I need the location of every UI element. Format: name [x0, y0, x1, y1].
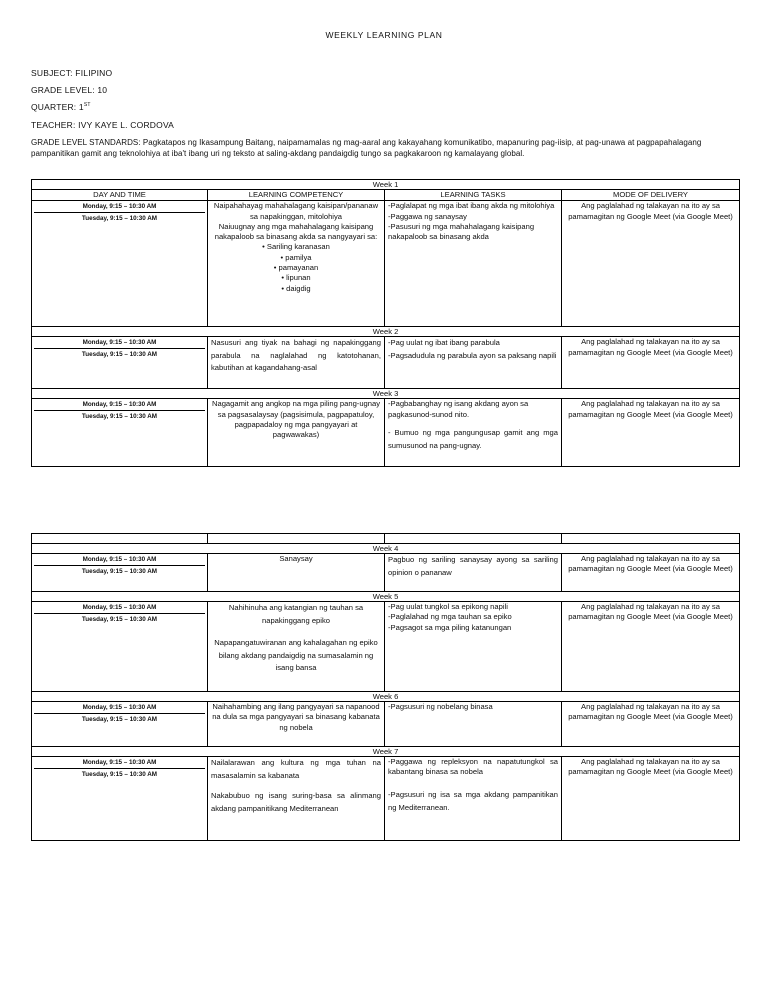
- header-day-time: DAY AND TIME: [32, 190, 208, 201]
- mode-cell: Ang paglalahad ng talakayan na ito ay sa pamamagitan ng Google Meet (via Google Meet): [562, 757, 740, 841]
- teacher-line: TEACHER: IVY KAYE L. CORDOVA: [31, 120, 175, 130]
- tasks-cell: [385, 201, 562, 327]
- week-label: Week 1: [32, 180, 740, 190]
- monday-slot: Monday, 9:15 – 10:30 AM: [34, 201, 205, 213]
- competency-bullet: • pamilya: [280, 252, 312, 262]
- learning-plan-table-2: [31, 533, 740, 841]
- competency-text: Napapangatuwiranan ang kahalagahan ng epiko bilang akdang pandaigdig na sumasalamin ng isang bansa: [214, 638, 378, 672]
- monday-slot: Monday, 9:15 – 10:30 AM: [34, 337, 205, 349]
- week-label: Week 6: [32, 692, 740, 702]
- blank-cell: [32, 534, 208, 544]
- table-row: [32, 201, 740, 327]
- mode-cell: Ang paglalahad ng talakayan na ito ay sa pamamagitan ng Google Meet (via Google Meet): [562, 554, 740, 592]
- competency-text: Naipahahayag mahahalagang kaisipan/pananaw sa napakinggan, mitolohiya: [213, 201, 379, 221]
- task-text: -Pagsagot sa mga piling katanungan: [388, 622, 512, 632]
- quarter-text: QUARTER: 1: [31, 102, 84, 112]
- competency-text: Naiuugnay ang mga mahahalagang kaisipang nakapaloob sa binasang akda sa nangyayari sa:: [214, 221, 378, 242]
- table-row: [32, 602, 740, 692]
- task-text: -Paggawa ng sanaysay: [388, 211, 467, 221]
- competency-cell: [208, 757, 385, 841]
- week-label: Week 7: [32, 747, 740, 757]
- task-text: -Paglalahad ng mga tauhan sa epiko: [388, 612, 512, 622]
- tasks-cell: [385, 757, 562, 841]
- header-learning-competency: LEARNING COMPETENCY: [208, 190, 385, 201]
- day-time-cell: [32, 337, 208, 389]
- competency-bullet: • daigdig: [281, 283, 311, 293]
- grade-level-line: GRADE LEVEL: 10: [31, 85, 108, 95]
- monday-slot: Monday, 9:15 – 10:30 AM: [34, 602, 205, 614]
- monday-slot: Monday, 9:15 – 10:30 AM: [34, 399, 205, 411]
- header-mode-of-delivery: MODE OF DELIVERY: [562, 190, 740, 201]
- competency-bullet: • pamayanan: [273, 263, 319, 273]
- blank-header-row: [32, 534, 740, 544]
- week-header-row: [32, 747, 740, 757]
- tasks-cell: -Pagsusuri ng nobelang binasa: [385, 702, 562, 747]
- tuesday-slot: Tuesday, 9:15 – 10:30 AM: [81, 351, 158, 359]
- week-label: Week 2: [32, 327, 740, 337]
- task-text: -Pag uulat tungkol sa epikong napili: [388, 602, 508, 611]
- mode-cell: Ang paglalahad ng talakayan na ito ay sa pamamagitan ng Google Meet (via Google Meet): [562, 201, 740, 327]
- competency-cell: Nasusuri ang tiyak na bahagi ng napakinggang parabula na naglalahad ng katotohanan, kabutihan at kagandahang-asal: [208, 337, 385, 389]
- monday-slot: Monday, 9:15 – 10:30 AM: [34, 757, 205, 769]
- day-time-cell: [32, 554, 208, 592]
- blank-cell: [562, 534, 740, 544]
- task-text: -Pagsusuri ng isa sa mga akdang pampanitikan ng Mediterranean.: [388, 789, 558, 812]
- learning-plan-table-1: [31, 179, 740, 467]
- week-label: Week 3: [32, 389, 740, 399]
- tuesday-slot: Tuesday, 9:15 – 10:30 AM: [81, 716, 158, 723]
- day-time-cell: [32, 702, 208, 747]
- mode-cell: Ang paglalahad ng talakayan na ito ay sa pamamagitan ng Google Meet (via Google Meet): [562, 337, 740, 389]
- monday-slot: Monday, 9:15 – 10:30 AM: [34, 702, 205, 714]
- week-header-row: [32, 592, 740, 602]
- competency-text: Nakabubuo ng isang suring-basa sa alinmang akdang pampanitikang Mediterranean: [211, 791, 381, 813]
- week-header-row: [32, 692, 740, 702]
- task-text: -Pagbabanghay ng isang akdang ayon sa pagkasunod-sunod nito.: [388, 399, 529, 419]
- competency-text: Nailalarawan ang kultura ng mga tuhan na masasalamin sa kabanata: [211, 758, 381, 780]
- competency-bullet: • lipunan: [281, 273, 311, 283]
- tasks-cell: [385, 399, 562, 467]
- tuesday-slot: Tuesday, 9:15 – 10:30 AM: [81, 215, 158, 223]
- header-learning-tasks: LEARNING TASKS: [385, 190, 562, 201]
- tasks-cell: Pagbuo ng sariling sanaysay ayong sa sariling opinion o pananaw: [385, 554, 562, 592]
- task-text: -Pag uulat ng ibat ibang parabula: [388, 338, 500, 348]
- day-time-cell: [32, 602, 208, 692]
- table-row: [32, 702, 740, 747]
- competency-cell: [208, 602, 385, 692]
- quarter-line: [31, 102, 91, 112]
- competency-text: Nahihinuha ang katangian ng tauhan sa napakinggang epiko: [228, 603, 364, 625]
- day-time-cell: [32, 757, 208, 841]
- column-header-row: [32, 190, 740, 201]
- day-time-cell: [32, 201, 208, 327]
- tuesday-slot: Tuesday, 9:15 – 10:30 AM: [81, 616, 158, 623]
- tasks-cell: [385, 602, 562, 692]
- competency-cell: Nagagamit ang angkop na mga piling pang-ugnay sa pagsasalaysay (pagsisimula, pagpapatuloy, pagpapadaloy ng mga pangyayari at pagwawakas): [208, 399, 385, 467]
- competency-cell: Naihahambing ang ilang pangyayari sa napanood na dula sa mga pangyayari sa binasang kabanata ng nobela: [208, 702, 385, 747]
- blank-cell: [385, 534, 562, 544]
- task-text: -Pagsadudula ng parabula ayon sa paksang napili: [388, 350, 557, 360]
- day-time-cell: [32, 399, 208, 467]
- tuesday-slot: Tuesday, 9:15 – 10:30 AM: [81, 771, 158, 778]
- tasks-cell: [385, 337, 562, 389]
- subject-line: SUBJECT: FILIPINO: [31, 68, 113, 78]
- week-header-row: [32, 389, 740, 399]
- task-text: -Pasusuri ng mga mahahalagang kaisipang nakapaloob sa binasang akda: [388, 221, 535, 242]
- mode-cell: Ang paglalahad ng talakayan na ito ay sa pamamagitan ng Google Meet (via Google Meet): [562, 602, 740, 692]
- monday-slot: Monday, 9:15 – 10:30 AM: [34, 554, 205, 566]
- task-text: -Paggawa ng repleksyon na napatutungkol sa kabantang binasa sa nobela: [388, 757, 558, 777]
- tuesday-slot: Tuesday, 9:15 – 10:30 AM: [81, 568, 158, 575]
- competency-cell: Sanaysay: [208, 554, 385, 592]
- week-header-row: [32, 544, 740, 554]
- grade-level-standards: GRADE LEVEL STANDARDS: Pagkatapos ng Ikasampung Baitang, naipamamalas ng mag-aaral ang kakayahang komunikatibo, mapanuring pag-iisip, at pag-unawa at pagpapahalagang pampanitikan gamit ang teknolohiya at iba't ibang uri ng teksto at saling-akdang pandaigdig tungo sa pagkakaroon ng kamalayang global.: [31, 138, 702, 158]
- table-row: [32, 554, 740, 592]
- blank-cell: [208, 534, 385, 544]
- task-text: - Bumuo ng mga pangungusap gamit ang mga sumusunod na pang-ugnay.: [388, 427, 558, 450]
- week-header-row: [32, 180, 740, 190]
- table-row: [32, 399, 740, 467]
- week-header-row: [32, 327, 740, 337]
- document-title: WEEKLY LEARNING PLAN: [325, 30, 443, 40]
- table-row: [32, 757, 740, 841]
- quarter-superscript: ST: [83, 102, 91, 109]
- tuesday-slot: Tuesday, 9:15 – 10:30 AM: [81, 413, 158, 421]
- mode-cell: Ang paglalahad ng talakayan na ito ay sa pamamagitan ng Google Meet (via Google Meet): [562, 399, 740, 467]
- week-label: Week 5: [32, 592, 740, 602]
- mode-cell: Ang paglalahad ng talakayan na ito ay sa pamamagitan ng Google Meet (via Google Meet): [562, 702, 740, 747]
- week-label: Week 4: [32, 544, 740, 554]
- competency-cell: [208, 201, 385, 327]
- task-text: -Paglalapat ng mga ibat ibang akda ng mitolohiya: [388, 201, 555, 211]
- competency-bullet: • Sariling karanasan: [262, 242, 330, 252]
- table-row: [32, 337, 740, 389]
